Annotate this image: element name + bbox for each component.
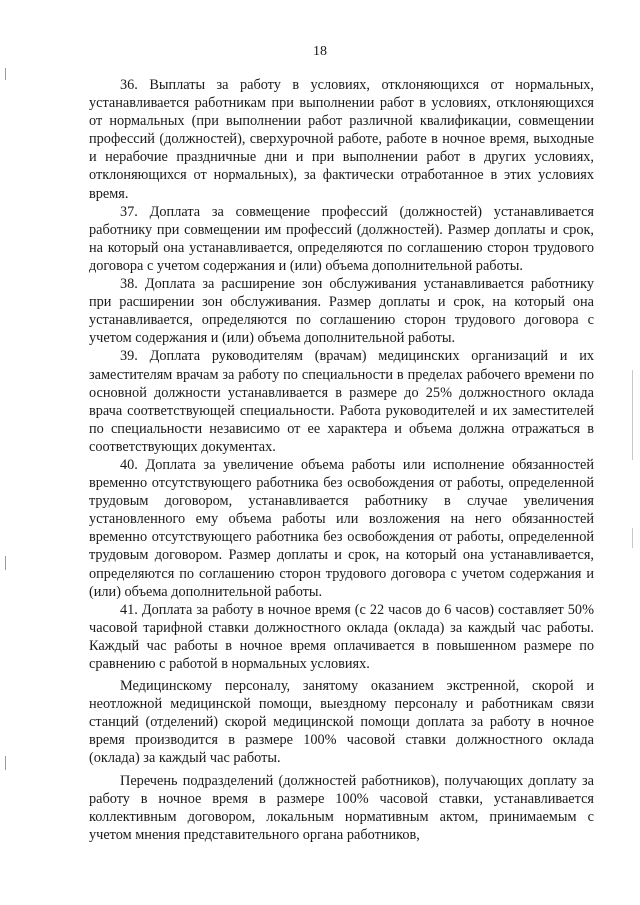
paragraph-units-list: Перечень подразделений (должностей работников), получающих доплату за работу в ночное время в размере 100% часовой ставки, устанавливается коллективным договором, локальным нормативным актом, принимаемым с учетом мнения представительного органа работников, [89,772,594,843]
paragraph-40: 40. Доплата за увеличение объема работы или исполнение обязанностей временно отсутствующего работника без освобождения от работы, определенной трудовым договором, устанавливается работнику в случае увеличения установленного ему объема работы или возложения на него обязанностей временно отсутствующего работника без освобождения от работы, определенной трудовым договором. Размер доплаты и срок, на который она устанавливается, определяются по соглашению сторон трудового договора с учетом содержания и (или) объема дополнительной работы. [89,456,594,600]
scan-mark-right-1 [632,370,633,460]
paragraph-36: 36. Выплаты за работу в условиях, отклоняющихся от нормальных, устанавливается работникам при выполнении работ в условиях, отклоняющихся от нормальных (при выполнении работ различной квалификации, совмещении профессий (должностей), сверхурочной работе, работе в ночное время, выходные и нерабочие праздничные дни и при выполнении работ в других условиях, отклоняющихся от нормальных), за фактически отработанное в этих условиях время. [89,77,594,202]
document-body [89,76,594,844]
paragraph-38: 38. Доплата за расширение зон обслуживания устанавливается работнику при расширении зон обслуживания. Размер доплаты и срок, на который она устанавливается, определяются по соглашению сторон трудового договора с учетом содержания и (или) объема дополнительной работы. [89,276,594,347]
paragraph-emergency-staff: Медицинскому персоналу, занятому оказанием экстренной, скорой и неотложной медицинской помощи, выездному персоналу и работникам связи станций (отделений) скорой медицинской помощи доплата за работу в ночное время производится в размере 100% часовой ставки должностного оклада (оклада) за каждый час работы. [89,678,594,767]
scan-mark-left-1 [5,68,6,80]
paragraph-39: 39. Доплата руководителям (врачам) медицинских организаций и их заместителям врачам за работу по специальности в пределах рабочего времени по основной должности устанавливается в размере до 25% должностного оклада врача соответствующей специальности. Работа руководителей и их заместителей по специальности независимо от ее характера и объема должна отражаться в соответствующих документах. [89,348,594,455]
scan-mark-left-3 [5,756,6,770]
scan-mark-right-2 [632,528,633,548]
paragraph-41: 41. Доплата за работу в ночное время (с 22 часов до 6 часов) составляет 50% часовой тарифной ставки должностного оклада (оклада) за каждый час работы. Каждый час работы в ночное время оплачивается в повышенном размере по сравнению с работой в нормальных условиях. [89,601,594,672]
scan-mark-left-2 [5,556,6,570]
paragraph-37: 37. Доплата за совмещение профессий (должностей) устанавливается работнику при совмещении им профессий (должностей). Размер доплаты и срок, на который она устанавливается, определяются по соглашению сторон трудового договора с учетом содержания и (или) объема дополнительной работы. [89,203,594,274]
page-number: 18 [313,44,327,59]
